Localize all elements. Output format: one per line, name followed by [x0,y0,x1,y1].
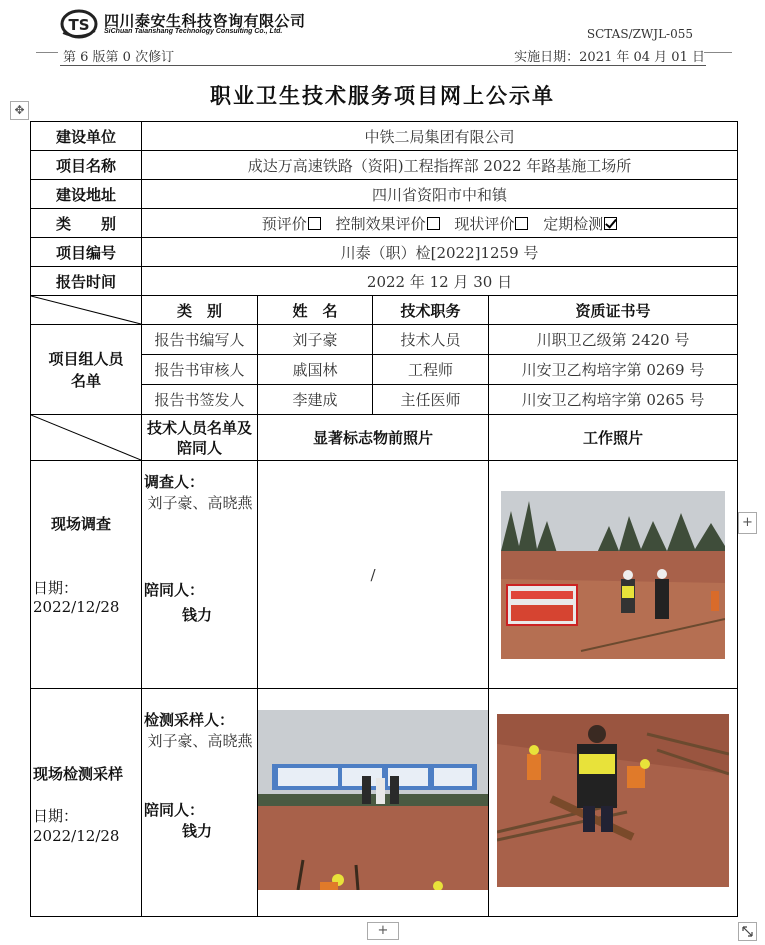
table-resize-handle-icon[interactable] [738,922,757,941]
team-label-text: 项目组人员名单 [48,349,124,390]
survey-landmark-photo: / [258,461,489,689]
periodic-detection-checkbox[interactable] [604,217,617,230]
table-row [31,296,738,325]
unit-value: 中铁二局集团有限公司 [142,122,738,151]
survey-date: 2022/12/28 [33,598,120,616]
team-header-name: 姓 名 [258,296,373,325]
table-row [31,689,738,917]
report-time-label: 报告时间 [31,267,142,296]
survey-label: 现场调查 [51,515,112,533]
photo-header-landmark: 显著标志物前照片 [258,415,489,461]
investigator-names: 刘子豪、高晓燕 [147,494,253,512]
project-label: 项目名称 [31,151,142,180]
document-code: SCTAS/ZWJL-055 [586,27,693,41]
code-label: 项目编号 [31,238,142,267]
sampling-work-photo [497,714,729,887]
sampling-date: 2022/12/28 [33,827,120,845]
svg-text:TS: TS [68,16,90,34]
code-value: 川泰（职）检[2022]1259 号 [142,238,738,267]
control-effect-checkbox[interactable] [427,217,440,230]
company-name-en: SiChuan Taianshang Technology Consulting Co., Ltd. [104,28,283,35]
page-title: 职业卫生技术服务项目网上公示单 [210,84,555,108]
address-label: 建设地址 [31,180,142,209]
member-name: 李建成 [258,385,373,415]
category-periodic-label: 定期检测 [543,214,604,233]
sampling-cell [31,689,142,917]
category-control-effect-label: 控制效果评价 [335,214,426,233]
team-header-title: 技术职务 [373,296,489,325]
table-row [31,122,738,151]
address-value: 四川省资阳市中和镇 [142,180,738,209]
margin-line [36,52,58,53]
member-cert: 川安卫乙构培字第 0265 号 [489,385,738,415]
sampling-companion-label: 陪同人： [144,801,205,819]
margin-line [704,52,732,53]
status-evaluation-checkbox[interactable] [515,217,528,230]
member-cert: 川安卫乙构培字第 0269 号 [489,355,738,385]
table-row [31,151,738,180]
add-row-button[interactable]: + [367,922,399,940]
disclosure-table [30,121,738,917]
photo-header-work: 工作照片 [489,415,738,461]
report-time-value: 2022 年 12 月 30 日 [142,267,738,296]
sampling-work-photo-cell [489,689,738,917]
sampling-companion-name: 钱力 [182,822,213,840]
header-rule [60,65,706,66]
add-column-button[interactable]: + [738,512,757,534]
companion-name: 钱力 [182,606,213,624]
survey-date-label: 日期： [33,580,79,597]
category-item [543,215,617,233]
document-header [0,0,765,70]
category-status-label: 现状评价 [454,214,515,233]
survey-staff-cell [142,461,258,689]
category-item [454,215,538,233]
sampling-date-label: 日期： [33,808,79,825]
category-prevaluation-label: 预评价 [261,214,307,233]
prevaluation-checkbox[interactable] [308,217,321,230]
sampler-names: 刘子豪、高晓燕 [147,732,253,750]
table-move-handle-icon[interactable]: ✥ [10,101,29,120]
category-label: 类 别 [31,209,142,238]
team-header-role: 类 别 [142,296,258,325]
sampling-staff-cell [142,689,258,917]
category-item [336,215,450,233]
table-row [31,238,738,267]
survey-cell [31,461,142,689]
table-row [31,209,738,238]
survey-work-photo-cell [489,461,738,689]
sampling-label: 现场检测采样 [33,765,124,783]
member-name: 刘子豪 [258,325,373,355]
member-role: 报告书编写人 [142,325,258,355]
member-title: 技术人员 [373,325,489,355]
company-logo-icon [60,9,98,39]
unit-label: 建设单位 [31,122,142,151]
photo-header-staff: 技术人员名单及陪同人 [142,415,258,461]
table-row [31,180,738,209]
member-title: 工程师 [373,355,489,385]
member-cert: 川职卫乙级第 2420 号 [489,325,738,355]
team-label [31,325,142,415]
table-row [31,267,738,296]
category-item [262,215,331,233]
category-options [142,209,738,238]
team-header-cert: 资质证书号 [489,296,738,325]
companion-label: 陪同人： [144,581,205,599]
table-row [31,461,738,689]
sampling-landmark-photo-cell [258,689,489,917]
member-role: 报告书审核人 [142,355,258,385]
member-name: 戚国林 [258,355,373,385]
sampling-landmark-photo [258,710,489,890]
revision-text: 第 6 版第 0 次修订 [63,50,175,65]
company-name-cn: 四川泰安生科技咨询有限公司 [104,12,306,30]
investigator-label: 调查人： [144,473,205,491]
survey-work-photo [501,491,725,659]
member-role: 报告书签发人 [142,385,258,415]
effective-date: 实施日期：2021 年 04 月 01 日 [514,50,705,65]
diagonal-cell [31,296,142,325]
diagonal-cell [31,415,142,461]
sampler-label: 检测采样人： [144,711,235,729]
member-title: 主任医师 [373,385,489,415]
table-row [31,325,738,355]
table-row [31,415,738,461]
project-value: 成达万高速铁路（资阳)工程指挥部 2022 年路基施工场所 [142,151,738,180]
